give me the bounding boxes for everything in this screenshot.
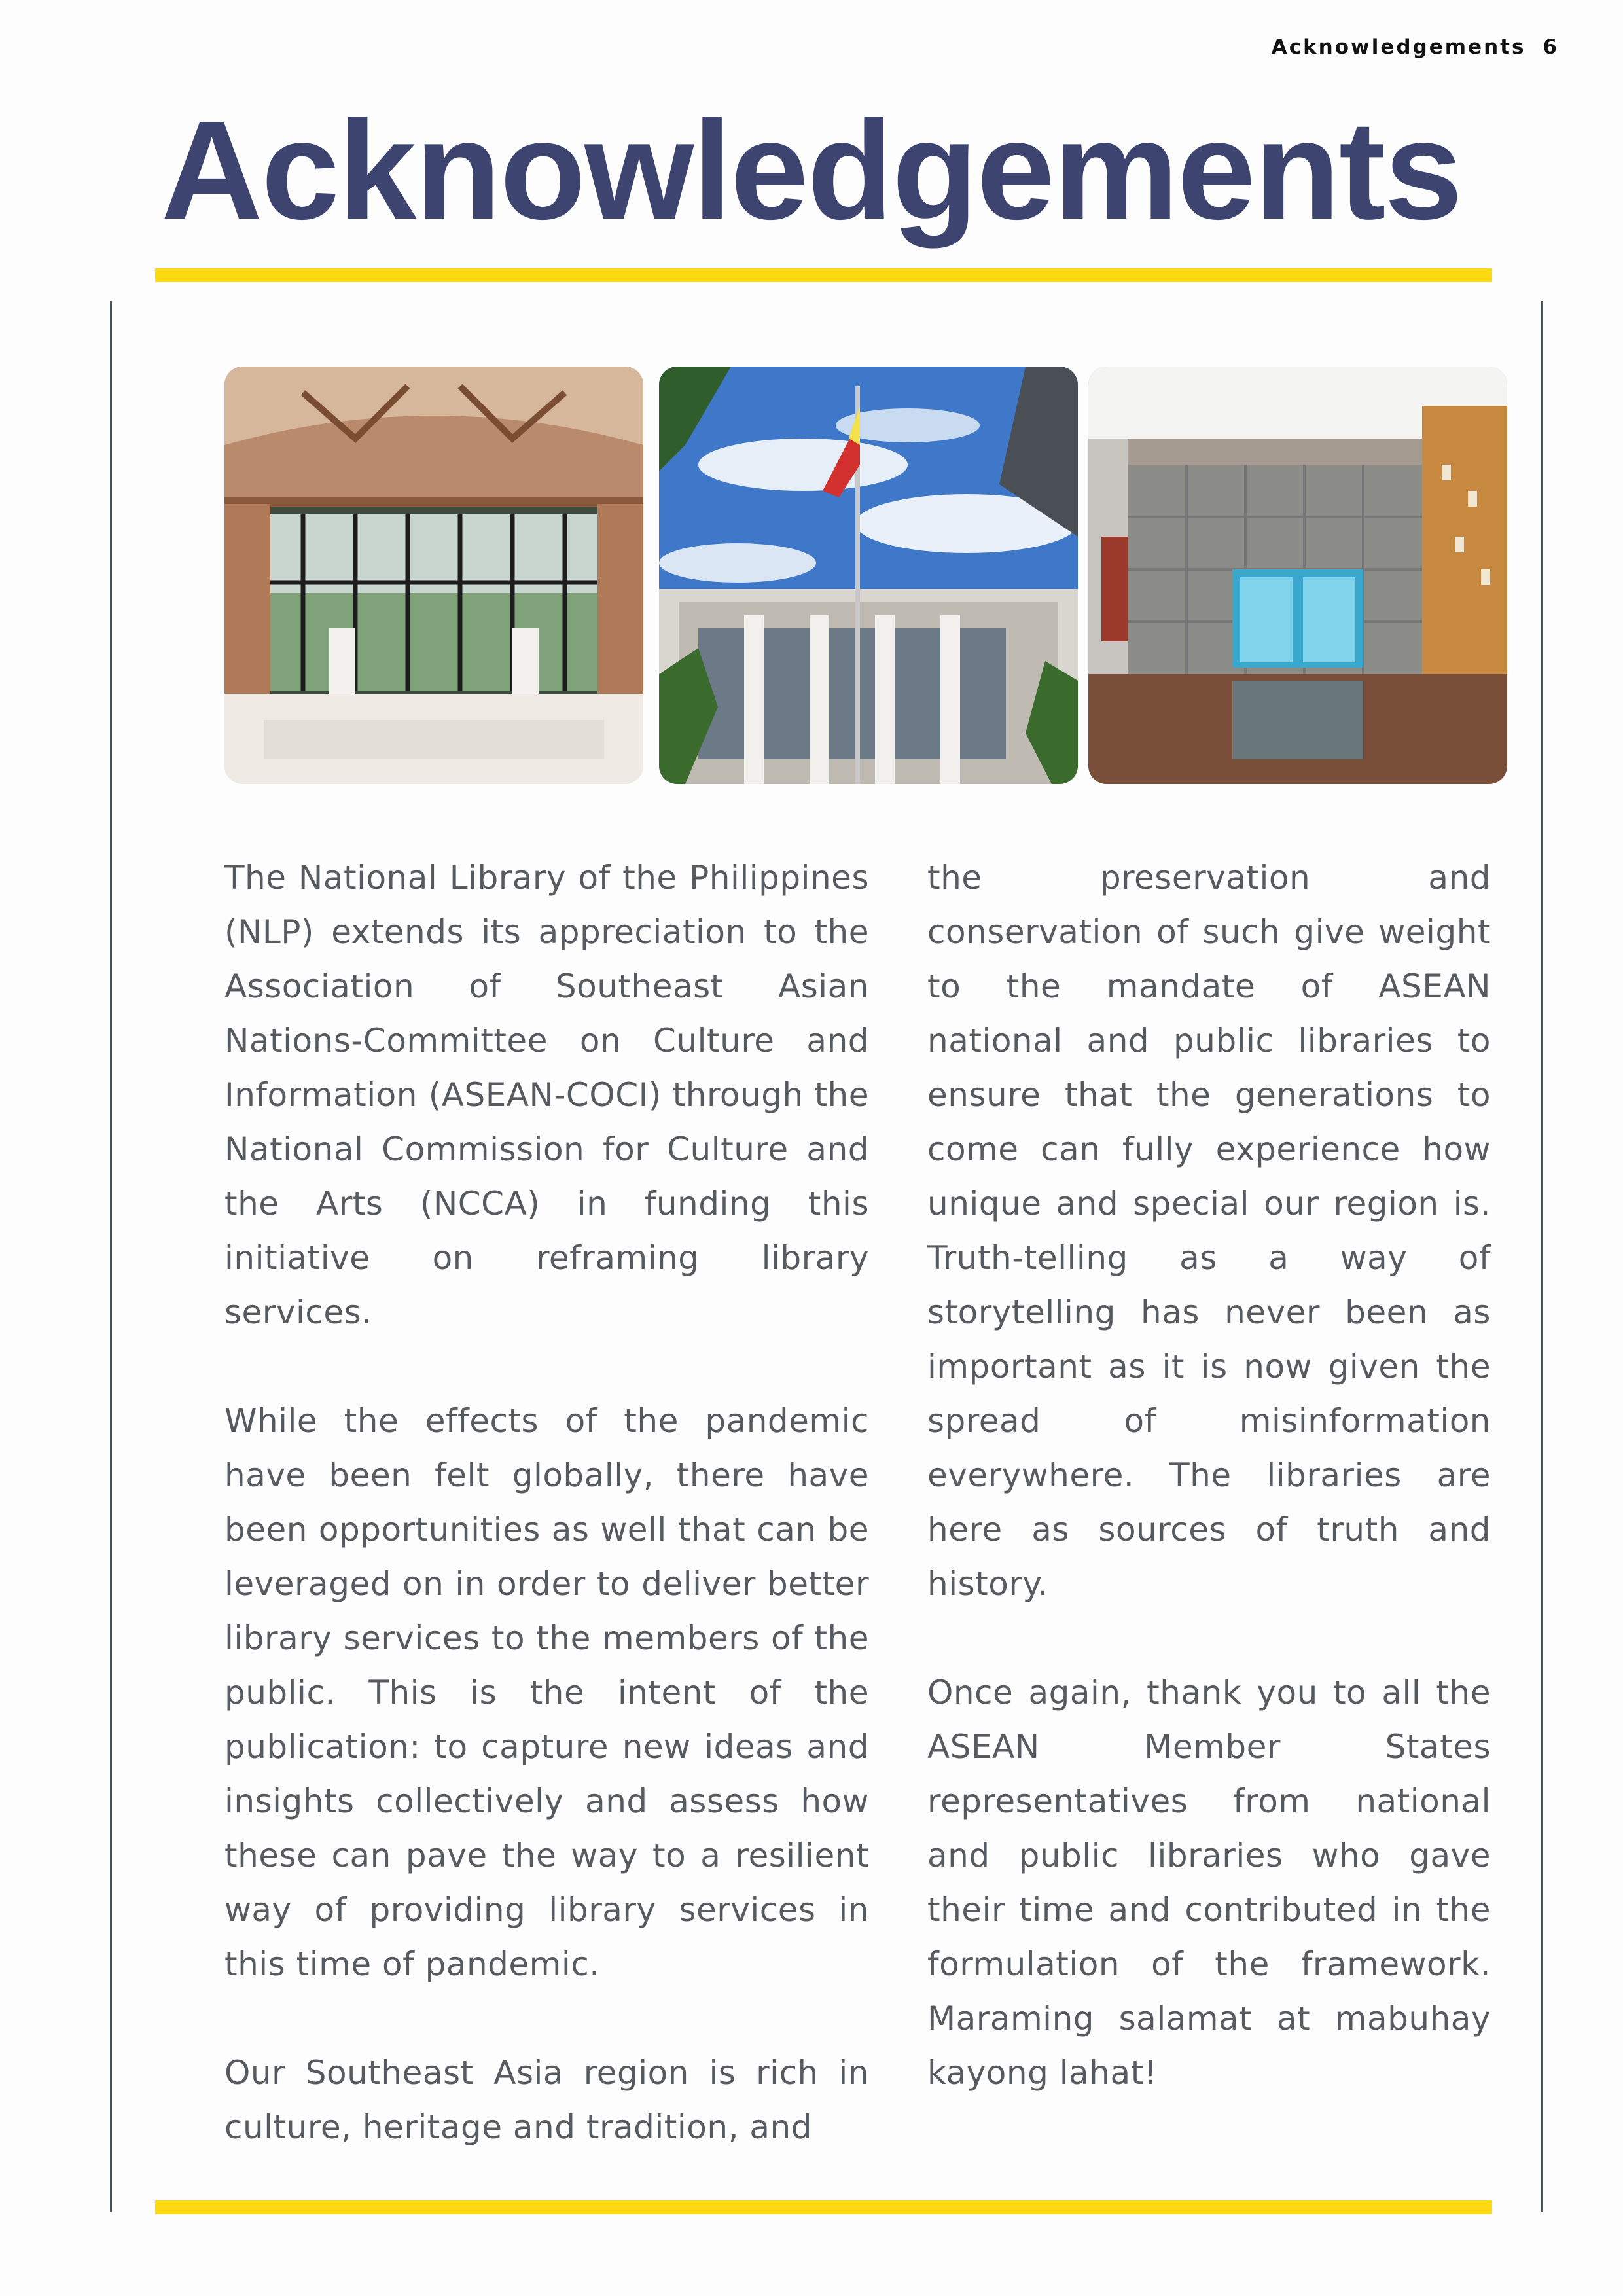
right-margin-line [1541,301,1543,2212]
paragraph: The National Library of the Philippines (NLP) extends its appreciation to the Association of Southeast Asian Nations-Committee on Culture and Information (ASEAN-COCI) through the National Commission for Culture and the Arts (NCCA) in funding this initiative on reframing library services. [224,859,869,1331]
library-hallway-glass-doors-photo [1088,367,1507,784]
top-accent-rule [155,268,1492,282]
running-header-section: Acknowledgements [1271,35,1526,59]
paragraph: While the effects of the pandemic have been felt globally, there have been opportunities as well that can be leveraged on in order to deliver better library services to the members of the public. This is the intent of the publication: to capture new ideas and insights collectively and assess how these can pave the way to a resilient way of providing library services in this time of pandemic. [224,1402,869,1983]
left-margin-line [110,301,112,2212]
bottom-accent-rule [155,2200,1492,2214]
running-header [1272,35,1559,59]
library-building-flag-photo [659,367,1078,784]
left-text-column [224,851,869,2155]
paragraph: Our Southeast Asia region is rich in culture, heritage and tradition, and [224,2054,869,2146]
library-lobby-windows-photo [224,367,643,784]
page-number: 6 [1543,35,1559,59]
page-title: Acknowledgements [161,91,1462,249]
right-text-column [927,851,1491,2100]
paragraph: Once again, thank you to all the ASEAN Member States representatives from national and public libraries who gave their time and contributed in the formulation of the framework. Maraming salamat at mabuhay kayong lahat! [927,1674,1491,2092]
paragraph: the preservation and conservation of such give weight to the mandate of ASEAN national and public libraries to ensure that the generations to come can fully experience how unique and special our region is. Truth-telling as a way of storytelling has never been as important as it is now given the spread of misinformation everywhere. The libraries are here as sources of truth and history. [927,859,1491,1603]
